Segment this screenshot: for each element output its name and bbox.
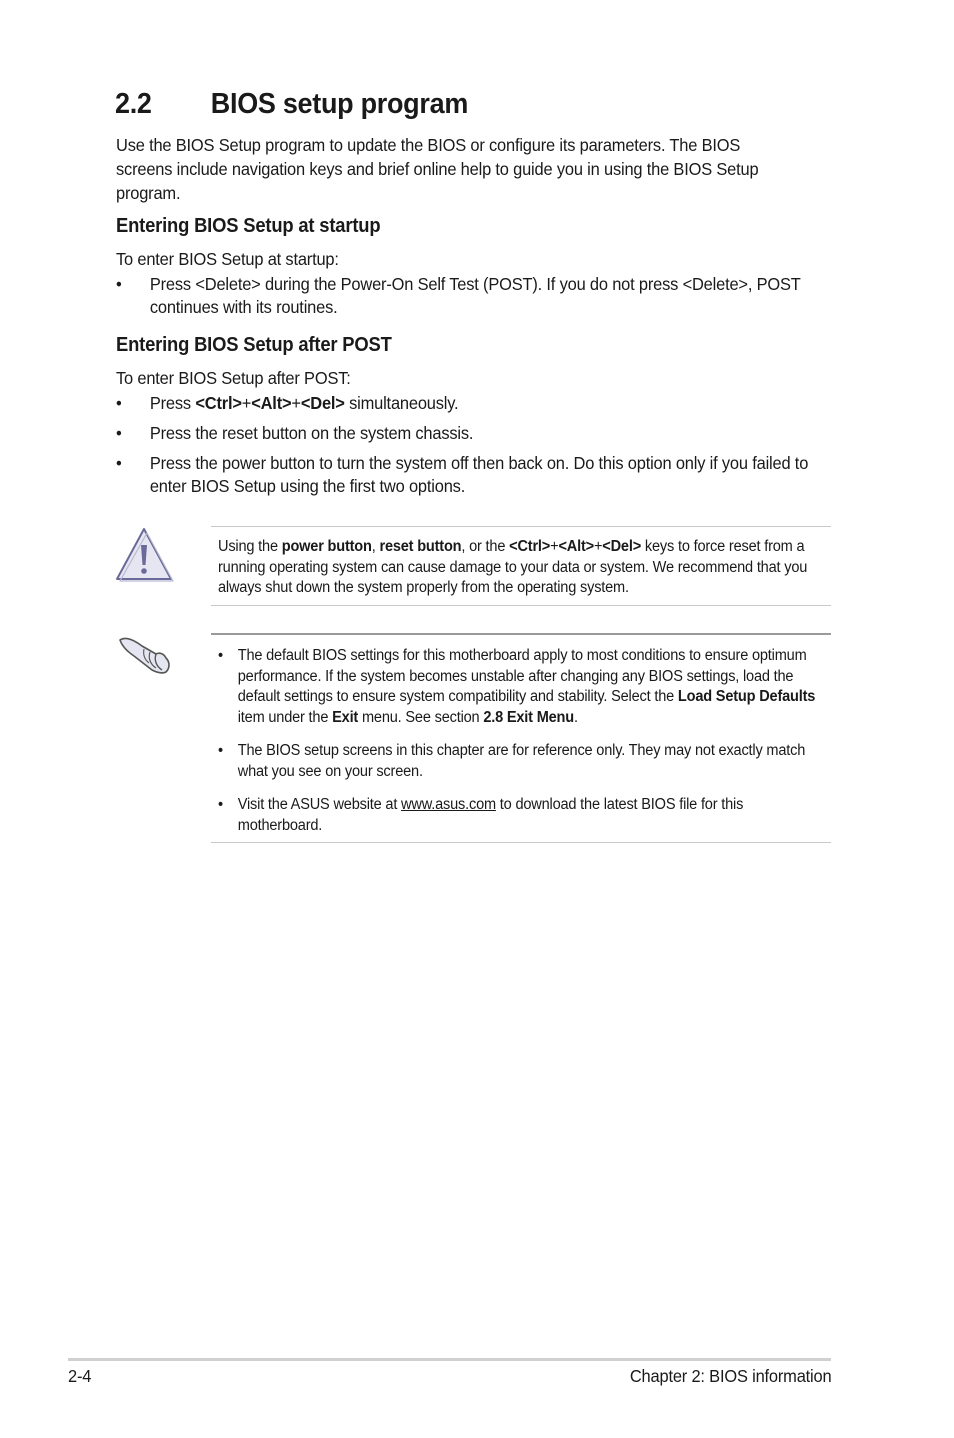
after-post-bullet-2-text: Press the reset button on the system chassis. [149, 423, 474, 443]
section-number: 2.2 [115, 88, 152, 120]
note-top-rule [211, 633, 831, 635]
bullet-dot: • [116, 423, 122, 443]
after-post-bullet-1-text: Press <Ctrl>+<Alt>+<Del> simultaneously. [149, 393, 459, 413]
bullet-dot: • [116, 274, 122, 294]
section-heading: BIOS setup program [210, 88, 469, 120]
after-post-bullet-2 [116, 422, 812, 445]
bullet-dot: • [218, 647, 223, 664]
after-post-bullet-3-text: Press the power button to turn the system off then back on. Do this option only if you failed to enter BIOS Setup using the first two options. [149, 453, 809, 496]
warning-triangle-icon [113, 525, 175, 583]
note-item-3 [218, 795, 820, 836]
note-item-1 [218, 646, 820, 728]
note-bottom-rule [211, 842, 831, 843]
bullet-dot: • [116, 393, 122, 413]
warning-bottom-rule [211, 605, 831, 606]
pointing-hand-icon [116, 632, 174, 676]
after-post-bullet-1 [116, 392, 812, 415]
asus-website-link[interactable]: www.asus.com [401, 796, 496, 813]
note-item-3-text: Visit the ASUS website at www.asus.com to download the latest BIOS file for this motherboard. [237, 796, 744, 834]
warning-text: Using the power button, reset button, or the <Ctrl>+<Alt>+<Del> keys to force reset from a running operating system can cause damage to your data or system. We recommend that you always shut down the system properly from the operating system. [218, 538, 808, 596]
startup-bullet [116, 273, 812, 319]
startup-heading: Entering BIOS Setup at startup [116, 215, 381, 237]
section-title [115, 88, 468, 121]
note-item-2-text: The BIOS setup screens in this chapter are for reference only. They may not exactly match what you see on your screen. [237, 742, 806, 780]
after-post-bullet-3 [116, 452, 812, 498]
intro-paragraph: Use the BIOS Setup program to update the BIOS or configure its parameters. The BIOS screens include navigation keys and brief online help to guide you in using the BIOS Setup program. [116, 135, 759, 203]
note-item-2 [218, 741, 820, 782]
footer-rule [68, 1358, 831, 1361]
startup-lead: To enter BIOS Setup at startup: [116, 249, 339, 269]
warning-top-rule [211, 526, 831, 527]
after-post-heading: Entering BIOS Setup after POST [116, 334, 392, 356]
page-number: 2-4 [68, 1366, 92, 1386]
startup-bullet-text: Press <Delete> during the Power-On Self Test (POST). If you do not press <Delete>, POST continues with its routines. [149, 274, 801, 317]
bullet-dot: • [218, 796, 223, 813]
bullet-dot: • [116, 453, 122, 473]
bullet-dot: • [218, 742, 223, 759]
note-item-1-text: The default BIOS settings for this motherboard apply to most conditions to ensure optimum performance. If the system becomes unstable after changing any BIOS settings, load the default settings to ensure system compatibility and stability. Select the Load Setup Defaults item under the Exit menu. See section 2.8 Exit Menu. [237, 647, 816, 726]
chapter-label: Chapter 2: BIOS information [629, 1366, 831, 1386]
after-post-lead: To enter BIOS Setup after POST: [116, 368, 351, 388]
